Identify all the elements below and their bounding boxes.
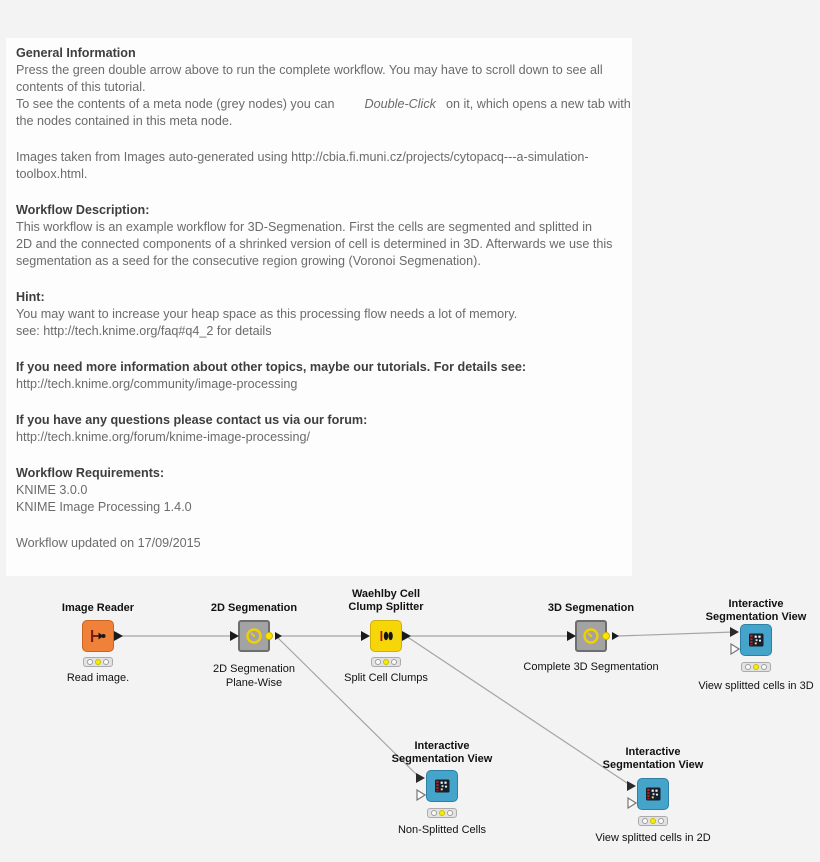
segmentation-view-icon [643, 784, 663, 804]
isv-non-title: Interactive Segmentation View [391, 740, 493, 765]
isv-3d-node[interactable] [740, 624, 772, 656]
more-information-heading: If you need more information about other topics, maybe our tutorials. For details see: [16, 360, 527, 374]
metanode-clock-icon [581, 626, 601, 646]
forum-link-text: http://tech.knime.org/forum/knime-image-processing/ [16, 430, 310, 444]
metanode-clock-icon [244, 626, 264, 646]
requirements-paragraph: Workflow Requirements: KNIME 3.0.0 KNIME Image Processing 1.4.0 [16, 465, 624, 516]
image-reader-icon [88, 626, 108, 646]
segmentation-view-icon [746, 630, 766, 650]
workflow-description-heading: Workflow Description: [16, 203, 150, 217]
faq-link-text: see: http://tech.knime.org/faq#q4_2 for details [16, 324, 272, 338]
isv-non-status-light [427, 808, 457, 818]
general-information-heading: General Information [16, 46, 136, 60]
input-port-optional [416, 789, 426, 801]
3d-segmenation-label: Complete 3D Segmentation [523, 661, 659, 673]
isv-2d-node[interactable] [637, 778, 669, 810]
double-click-emphasis: Double-Click [364, 97, 436, 111]
input-port [361, 631, 370, 641]
isv-3d-title: Interactive Segmentation View [705, 598, 807, 623]
clump-splitter-label: Split Cell Clumps [344, 672, 428, 684]
image-reader-node[interactable] [82, 620, 114, 652]
clump-splitter-node[interactable] [370, 620, 402, 652]
edge-3dseg-to-isv3d[interactable] [618, 632, 734, 636]
isv-3d-label: View splitted cells in 3D [698, 680, 814, 692]
input-port-image [730, 627, 739, 637]
requirements-heading: Workflow Requirements: [16, 466, 165, 480]
image-reader-status-light [83, 657, 113, 667]
isv-2d-title: Interactive Segmentation View [602, 746, 704, 771]
clump-splitter-title: Waehlby Cell Clump Splitter [348, 588, 424, 613]
isv-non-label: Non-Splitted Cells [397, 824, 487, 836]
image-source-paragraph: Images taken from Images auto-generated using http://cbia.fi.muni.cz/projects/cytopacq---a-simulation- toolbox.html. [16, 150, 589, 181]
input-port-optional [627, 797, 637, 809]
image-reader-title: Image Reader [61, 602, 135, 614]
input-port-image [627, 781, 636, 791]
output-arrow [612, 632, 619, 640]
2d-segmenation-title: 2D Segmenation [210, 602, 298, 614]
general-information-paragraph: General Information Press the green double arrow above to run the complete workflow. You may have to scroll down to see all contents of this tutorial. To see the contents of a meta node (grey nodes) you can Double-Click on it, which opens a new tab with the nodes contained in this meta node. [16, 46, 631, 128]
forum-heading: If you have any questions please contact us via our forum: [16, 413, 368, 427]
hint-paragraph: Hint: You may want to increase your heap space as this processing flow needs a lot of memory. see: http://tech.knime.org/faq#q4_2 for details [16, 289, 624, 340]
hint-heading: Hint: [16, 290, 45, 304]
2d-segmenation-node[interactable] [238, 620, 270, 652]
input-port [567, 631, 576, 641]
clump-splitter-status-light [371, 657, 401, 667]
isv-2d-label: View splitted cells in 2D [595, 832, 711, 844]
segmentation-view-icon [432, 776, 452, 796]
metanode-output-port [265, 632, 273, 640]
2d-segmenation-label: 2D Segmenation Plane-Wise [213, 663, 295, 689]
updated-paragraph: Workflow updated on 17/09/2015 [16, 536, 201, 550]
output-port [114, 631, 123, 641]
isv-2d-status-light [638, 816, 668, 826]
cell-splitter-icon [376, 626, 396, 646]
input-port [230, 631, 239, 641]
isv-3d-status-light [741, 662, 771, 672]
workflow-description-paragraph: Workflow Description: This workflow is an example workflow for 3D-Segmenation. First the cells are segmented and splitted in 2D and the connected components of a shrinked version of cell is determined in 3D. Afterwards we use this segmentation as a seed for the consecutive region growing (Voronoi Segmenation). [16, 202, 624, 270]
community-link-text: http://tech.knime.org/community/image-processing [16, 377, 298, 391]
input-port-image [416, 773, 425, 783]
3d-segmenation-title: 3D Segmenation [547, 602, 635, 614]
metanode-output-port [602, 632, 610, 640]
input-port-optional [730, 643, 740, 655]
isv-non-node[interactable] [426, 770, 458, 802]
output-port [402, 631, 411, 641]
output-arrow [275, 632, 282, 640]
3d-segmenation-node[interactable] [575, 620, 607, 652]
image-reader-label: Read image. [66, 672, 130, 684]
